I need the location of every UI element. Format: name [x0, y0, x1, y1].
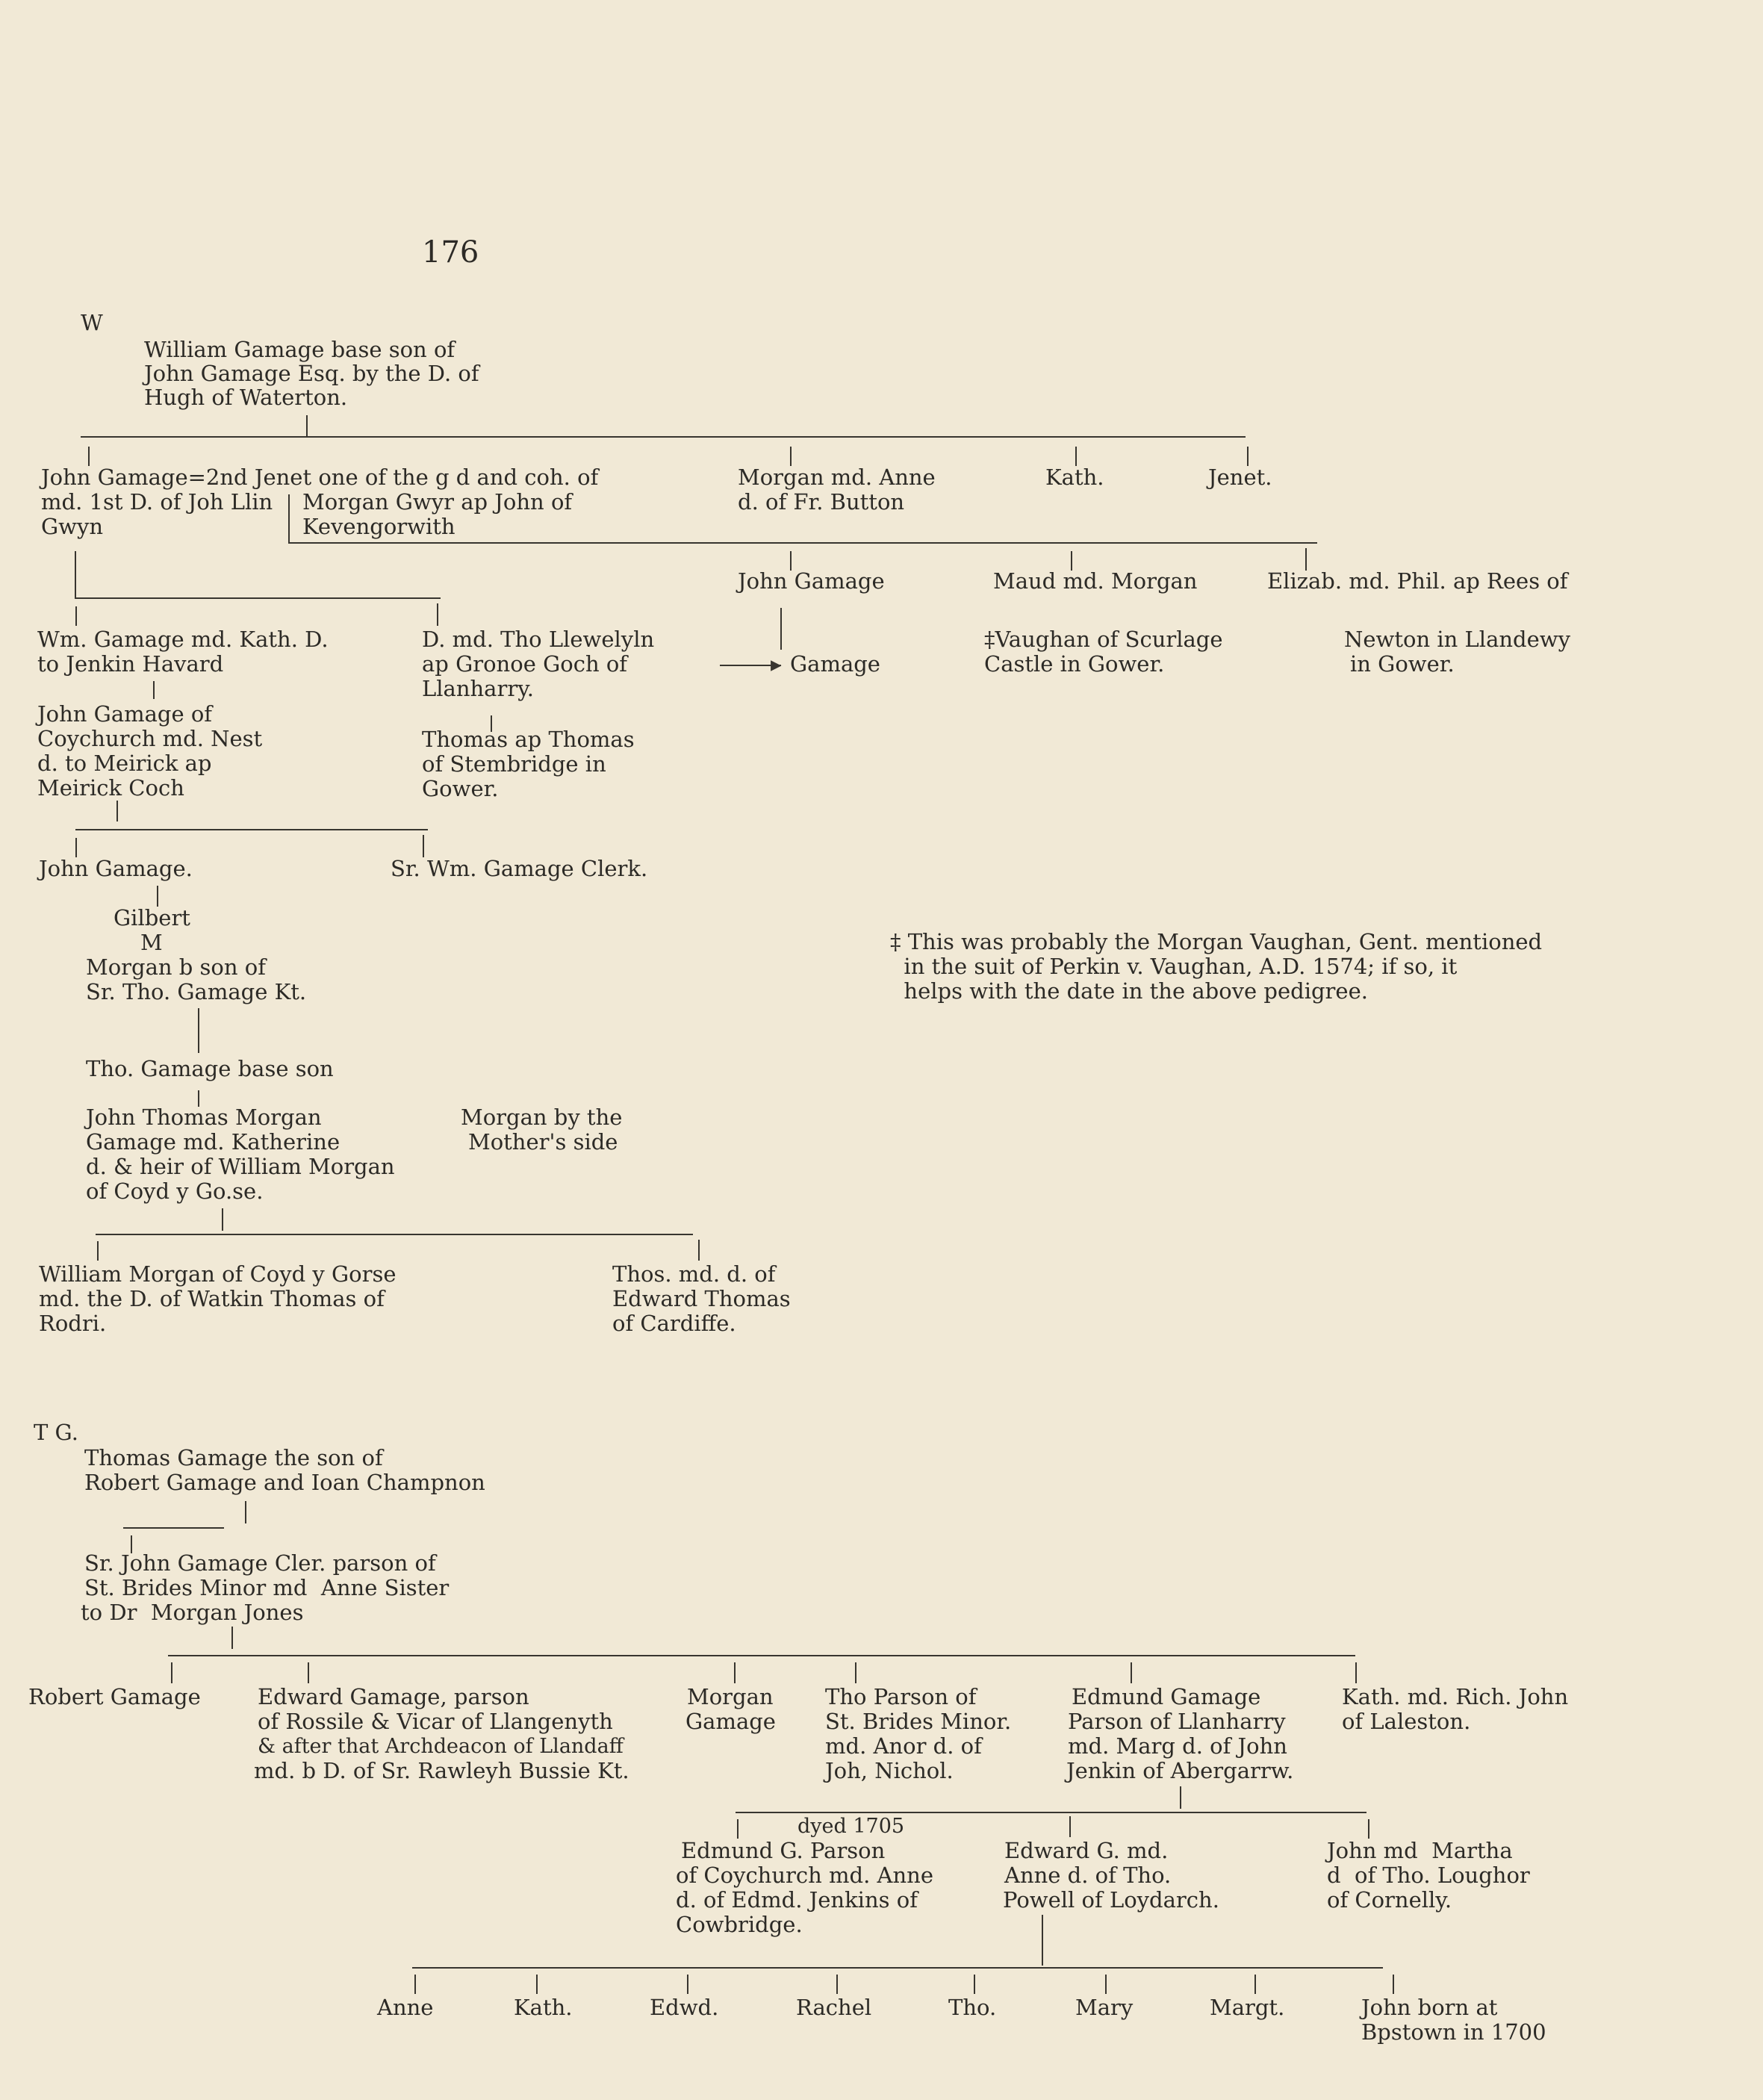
- w-header-line-3: Hugh of Waterton.: [144, 385, 348, 410]
- footnote-line-3: helps with the date in the above pedigree.: [890, 978, 1368, 1004]
- edmund-g-line-1: Edmund G. Parson: [681, 1838, 886, 1863]
- john-gamage-2: John Gamage: [738, 568, 885, 594]
- edward-g-line-3: Powell of Loydarch.: [1003, 1887, 1219, 1913]
- gamage-arrow-target: Gamage: [790, 651, 880, 677]
- edward-line-3: & after that Archdeacon of Llandaff: [258, 1735, 624, 1758]
- connector: [75, 838, 77, 857]
- edmund-line-1: Edmund Gamage: [1072, 1684, 1261, 1709]
- connector: [245, 1501, 246, 1523]
- edward-line-2: of Rossile & Vicar of Llangenyth: [258, 1709, 613, 1734]
- connector: [1069, 1816, 1071, 1837]
- connector: [231, 1627, 233, 1649]
- jenet-spouse-line-1: Morgan Gwyr ap John of: [302, 489, 573, 515]
- child-anne: Anne: [377, 1995, 434, 2020]
- connector: [737, 1819, 739, 1839]
- connector: [308, 1662, 309, 1683]
- connector: [198, 1008, 199, 1053]
- john-martha-line-3: of Cornelly.: [1327, 1887, 1452, 1913]
- generation-line: [81, 436, 1246, 438]
- tho-parson-line-2: St. Brides Minor.: [825, 1709, 1012, 1734]
- arrow-icon: ▸: [771, 651, 782, 677]
- morgan-anne-line-2: d. of Fr. Button: [738, 489, 905, 515]
- section-w-mark: W: [81, 310, 103, 335]
- edward-g-line-2: Anne d. of Tho.: [1004, 1863, 1172, 1888]
- connector: [222, 1208, 223, 1231]
- generation-line: [75, 829, 428, 830]
- w-header-line-1: William Gamage base son of: [144, 337, 455, 362]
- connector: [437, 603, 438, 626]
- generation-line: [168, 1655, 1355, 1656]
- connector: [734, 1662, 736, 1683]
- john-martha-line-2: d of Tho. Loughor: [1327, 1863, 1530, 1888]
- connector: [1305, 548, 1307, 571]
- wm-gamage-line-2: to Jenkin Havard: [37, 651, 224, 677]
- kath: Kath.: [1045, 465, 1104, 490]
- sr-john-line-3: to Dr Morgan Jones: [81, 1600, 304, 1625]
- connector: [171, 1662, 172, 1683]
- thomas-ap-thomas-line-2: of Stembridge in: [422, 751, 606, 777]
- john-thomas-morgan-line-2: Gamage md. Katherine: [86, 1129, 341, 1155]
- connector: [153, 681, 155, 699]
- connector: [1247, 447, 1249, 466]
- connector: [157, 886, 158, 907]
- connector: [414, 1975, 416, 1994]
- maud-line-1: Maud md. Morgan: [993, 568, 1198, 594]
- tho-gamage-base-son: Tho. Gamage base son: [86, 1056, 334, 1081]
- generation-line: [412, 1967, 1383, 1969]
- connector: [88, 447, 90, 466]
- sr-john-line-2: St. Brides Minor md Anne Sister: [84, 1575, 450, 1600]
- child-tho: Tho.: [948, 1995, 997, 2020]
- connector: [698, 1240, 700, 1261]
- connector: [687, 1975, 688, 1994]
- elizab-line-2: Newton in Llandewy: [1344, 627, 1570, 652]
- d-md-tho-line-3: Llanharry.: [422, 676, 534, 701]
- morgan-gamage-line-2: Gamage: [685, 1709, 776, 1734]
- connector: [780, 608, 782, 650]
- page-number: 176: [422, 235, 479, 270]
- john-born-line-1: John born at: [1361, 1995, 1498, 2020]
- thos-md-line-2: Edward Thomas: [612, 1286, 791, 1311]
- thos-md-line-1: Thos. md. d. of: [612, 1261, 776, 1287]
- morgan-b-son-line-1: Morgan b son of: [86, 954, 266, 980]
- jenet-spouse-line-2: Kevengorwith: [302, 514, 455, 539]
- william-morgan-line-3: Rodri.: [39, 1311, 107, 1336]
- edward-line-1: Edward Gamage, parson: [258, 1684, 529, 1709]
- gilbert: Gilbert: [114, 905, 190, 931]
- connector: [1105, 1975, 1107, 1994]
- wm-gamage-line-1: Wm. Gamage md. Kath. D.: [37, 627, 329, 652]
- tho-parson-line-4: Joh, Nichol.: [825, 1758, 954, 1783]
- kath-rich-line-1: Kath. md. Rich. John: [1342, 1684, 1569, 1709]
- generation-line: [736, 1812, 1366, 1813]
- edmund-g-line-4: Cowbridge.: [676, 1912, 803, 1937]
- child-kath: Kath.: [514, 1995, 573, 2020]
- footnote-line-1: ‡ This was probably the Morgan Vaughan, Gent. mentioned: [890, 929, 1543, 954]
- william-morgan-line-2: md. the D. of Watkin Thomas of: [39, 1286, 385, 1311]
- connector: [116, 801, 118, 821]
- footnote-line-2: in the suit of Perkin v. Vaughan, A.D. 1574; if so, it: [890, 954, 1458, 979]
- john-thomas-morgan-line-1: John Thomas Morgan: [86, 1105, 322, 1130]
- edmund-line-3: md. Marg d. of John: [1068, 1733, 1287, 1759]
- child-rachel: Rachel: [796, 1995, 872, 2020]
- john-gamage-line-1: John Gamage=2nd Jenet one of the g d and coh. of: [41, 465, 599, 490]
- m-mark: M: [140, 930, 163, 955]
- sr-wm-gamage: Sr. Wm. Gamage Clerk.: [391, 856, 648, 881]
- john-coychurch-line-1: John Gamage of: [37, 701, 213, 727]
- maud-line-3: Castle in Gower.: [984, 651, 1165, 677]
- connector: [97, 1241, 99, 1261]
- jenet: Jenet.: [1208, 465, 1272, 490]
- generation-line: [288, 542, 1317, 544]
- john-coychurch-line-2: Coychurch md. Nest: [37, 726, 263, 751]
- connector: [423, 835, 424, 857]
- tho-parson-line-1: Tho Parson of: [825, 1684, 977, 1709]
- thomas-ap-thomas-line-3: Gower.: [422, 776, 499, 801]
- connector: [1131, 1662, 1132, 1683]
- john-coychurch-line-4: Meirick Coch: [37, 775, 184, 801]
- connector: [75, 606, 77, 626]
- child-edwd: Edwd.: [650, 1995, 719, 2020]
- section-tg-mark: T G.: [34, 1420, 78, 1445]
- connector: [836, 1975, 838, 1994]
- william-morgan-line-1: William Morgan of Coyd y Gorse: [39, 1261, 397, 1287]
- robert-gamage: Robert Gamage: [28, 1684, 201, 1709]
- kath-rich-line-2: of Laleston.: [1342, 1709, 1471, 1734]
- edward-line-4: md. b D. of Sr. Rawleyh Bussie Kt.: [254, 1758, 629, 1783]
- john-martha-line-1: John md Martha: [1327, 1838, 1513, 1863]
- morgan-anne-line-1: Morgan md. Anne: [738, 465, 936, 490]
- elizab-line-3: in Gower.: [1350, 651, 1455, 677]
- connector: [1355, 1662, 1357, 1683]
- connector: [855, 1662, 856, 1683]
- child-margt: Margt.: [1210, 1995, 1285, 2020]
- connector: [1075, 447, 1077, 466]
- w-header-line-2: John Gamage Esq. by the D. of: [144, 361, 479, 386]
- d-md-tho-line-2: ap Gronoe Goch of: [422, 651, 628, 677]
- tg-header-line-2: Robert Gamage and Ioan Champnon: [84, 1470, 485, 1495]
- john-coychurch-line-3: d. to Meirick ap: [37, 751, 212, 776]
- elizab-line-1: Elizab. md. Phil. ap Rees of: [1267, 568, 1568, 594]
- edmund-line-4: Jenkin of Abergarrw.: [1066, 1758, 1294, 1783]
- morgan-by-mother-line-1: Morgan by the: [461, 1105, 623, 1130]
- edmund-g-line-2: of Coychurch md. Anne: [676, 1863, 933, 1888]
- maud-line-2: ‡Vaughan of Scurlage: [984, 627, 1223, 652]
- divider: [288, 494, 290, 542]
- john-thomas-morgan-line-3: d. & heir of William Morgan: [86, 1154, 395, 1179]
- thos-md-line-3: of Cardiffe.: [612, 1311, 736, 1336]
- d-md-tho-line-1: D. md. Tho Llewelyln: [422, 627, 655, 652]
- connector: [790, 447, 792, 466]
- john-gamage-line-3: Gwyn: [41, 514, 104, 539]
- connector: [536, 1975, 538, 1994]
- connector: [1180, 1786, 1181, 1809]
- john-born-line-2: Bpstown in 1700: [1361, 2019, 1546, 2045]
- generation-line: [96, 1234, 693, 1235]
- connector: [306, 415, 308, 436]
- connector: [1393, 1975, 1394, 1994]
- generation-line: [75, 597, 441, 599]
- john-gamage-line-2: md. 1st D. of Joh Llin: [41, 489, 273, 515]
- morgan-by-mother-line-2: Mother's side: [468, 1129, 618, 1155]
- child-mary: Mary: [1075, 1995, 1134, 2020]
- morgan-b-son-line-2: Sr. Tho. Gamage Kt.: [86, 979, 307, 1004]
- john-thomas-morgan-line-4: of Coyd y Go.se.: [86, 1178, 264, 1204]
- connector: [1254, 1975, 1256, 1994]
- connector: [1042, 1915, 1043, 1966]
- tg-header-line-1: Thomas Gamage the son of: [84, 1445, 383, 1470]
- connector: [974, 1975, 975, 1994]
- edmund-line-2: Parson of Llanharry: [1068, 1709, 1286, 1734]
- connector: [75, 551, 76, 597]
- thomas-ap-thomas-line-1: Thomas ap Thomas: [422, 727, 635, 752]
- dyed-1705: dyed 1705: [797, 1815, 905, 1838]
- edward-g-line-1: Edward G. md.: [1004, 1838, 1169, 1863]
- sr-john-line-1: Sr. John Gamage Cler. parson of: [84, 1550, 436, 1576]
- connector: [1368, 1819, 1369, 1839]
- john-gamage-3: John Gamage.: [39, 856, 193, 881]
- edmund-g-line-3: d. of Edmd. Jenkins of: [676, 1887, 918, 1913]
- morgan-gamage-line-1: Morgan: [687, 1684, 774, 1709]
- generation-line: [123, 1527, 224, 1529]
- tho-parson-line-3: md. Anor d. of: [825, 1733, 982, 1759]
